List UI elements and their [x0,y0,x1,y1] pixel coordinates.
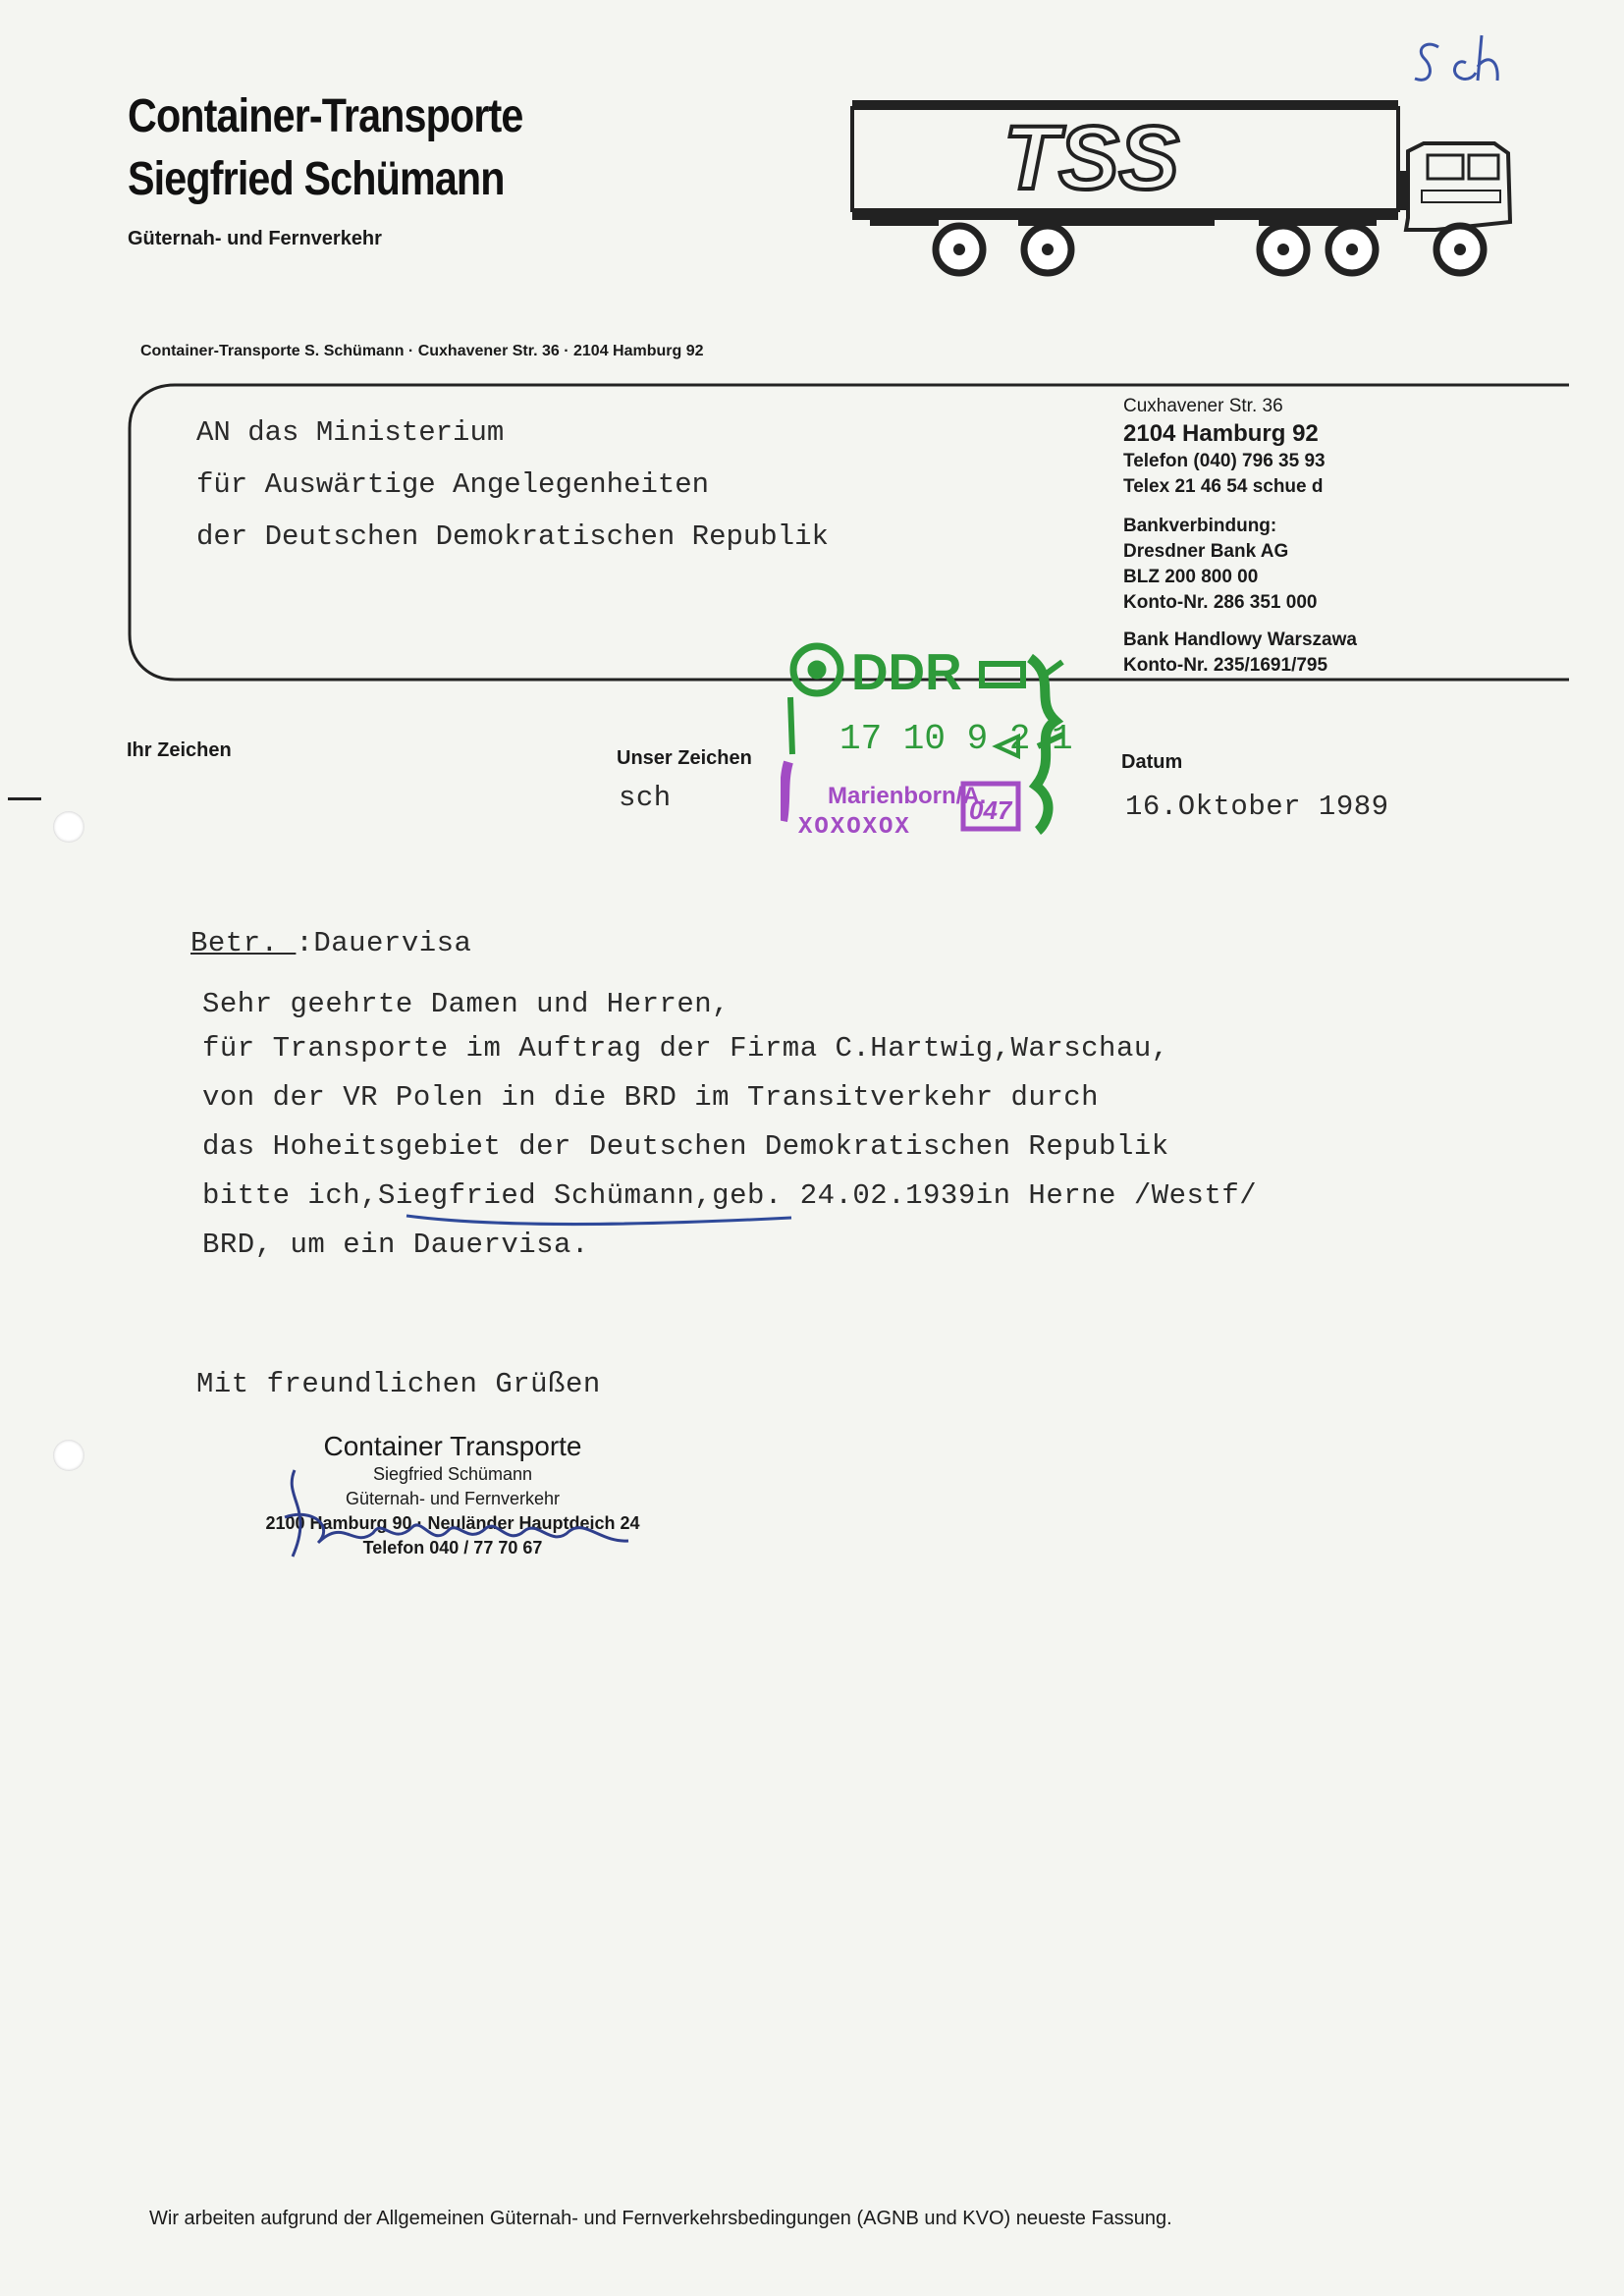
return-address: Container-Transporte S. Schümann · Cuxhavener Str. 36 · 2104 Hamburg 92 [140,343,704,359]
body-line: bitte ich,Siegfried Schümann,geb. 24.02.1939in Herne /Westf/ [202,1179,1258,1212]
body-line: das Hoheitsgebiet der Deutschen Demokratischen Republik [202,1130,1169,1163]
contact-street: Cuxhavener Str. 36 [1123,396,1283,416]
unser-zeichen-value: sch [619,782,672,814]
company-stamp-line3: Güternah- und Fernverkehr [345,1489,561,1508]
subject-line [190,919,471,968]
body-line: Sehr geehrte Damen und Herren, [202,988,731,1020]
name-underline-mark [403,1210,795,1234]
company-stamp-line1: Container Transporte [323,1431,582,1461]
stamp-date-code: 17 10 9 2 1 [839,719,1073,759]
contact-phone: Telefon (040) 796 35 93 [1123,451,1326,471]
unser-zeichen-label: Unser Zeichen [617,747,752,769]
bank1-name: Dresdner Bank AG [1123,541,1289,562]
punch-hole-top [53,811,84,843]
body-line: BRD, um ein Dauervisa. [202,1229,589,1261]
ddr-border-stamp [781,638,1075,864]
stamp-pattern: XOXOXOX [798,814,911,841]
stamp-country: DDR [851,644,962,701]
truck-logo [846,92,1534,294]
body-line: für Transporte im Auftrag der Firma C.Hartwig,Warschau, [202,1032,1169,1065]
contact-telex: Telex 21 46 54 schue d [1123,476,1324,497]
recipient-line-3: der Deutschen Demokratischen Republik [196,520,829,553]
punch-hole-bottom [53,1440,84,1471]
company-name-line2: Siegfried Schümann [128,153,505,205]
footer-terms: Wir arbeiten aufgrund der Allgemeinen Güternah- und Fernverkehrsbedingungen (AGNB und KVO) neueste Fassung. [149,2208,1172,2229]
company-stamp-line2: Siegfried Schümann [372,1464,533,1484]
company-name-line1: Container-Transporte [128,90,523,142]
stamp-place: Marienborn/A. [828,783,987,809]
recipient-line-2: für Auswärtige Angelegenheiten [196,468,710,501]
bank1-blz: BLZ 200 800 00 [1123,567,1259,587]
body-line: von der VR Polen in die BRD im Transitverkehr durch [202,1081,1100,1114]
fold-mark [8,797,41,800]
company-stamp-line4: 2100 Hamburg 90 · Neuländer Hauptdeich 24 [265,1513,640,1533]
bank1-account: Konto-Nr. 286 351 000 [1123,592,1318,613]
recipient-line-1: AN das Ministerium [196,416,505,449]
bank2-name: Bank Handlowy Warszawa [1123,629,1357,650]
handwritten-mark [1409,27,1527,101]
company-subtitle: Güternah- und Fernverkehr [128,228,382,249]
subject-prefix: Betr. [190,927,297,959]
stamp-number: 047 [969,795,1012,825]
datum-label: Datum [1121,751,1183,773]
closing: Mit freundlichen Grüßen [196,1368,601,1400]
ihr-zeichen-label: Ihr Zeichen [127,739,232,761]
subject-text: :Dauervisa [296,927,472,959]
company-stamp-line5: Telefon 040 / 77 70 67 [362,1538,543,1558]
bank-heading: Bankverbindung: [1123,516,1277,536]
contact-block [1123,394,1357,679]
bank2-account: Konto-Nr. 235/1691/795 [1123,655,1328,676]
signature [275,1458,648,1581]
logo-text: TSS [1003,108,1179,208]
contact-city: 2104 Hamburg 92 [1123,420,1319,447]
datum-value: 16.Oktober 1989 [1125,791,1389,823]
